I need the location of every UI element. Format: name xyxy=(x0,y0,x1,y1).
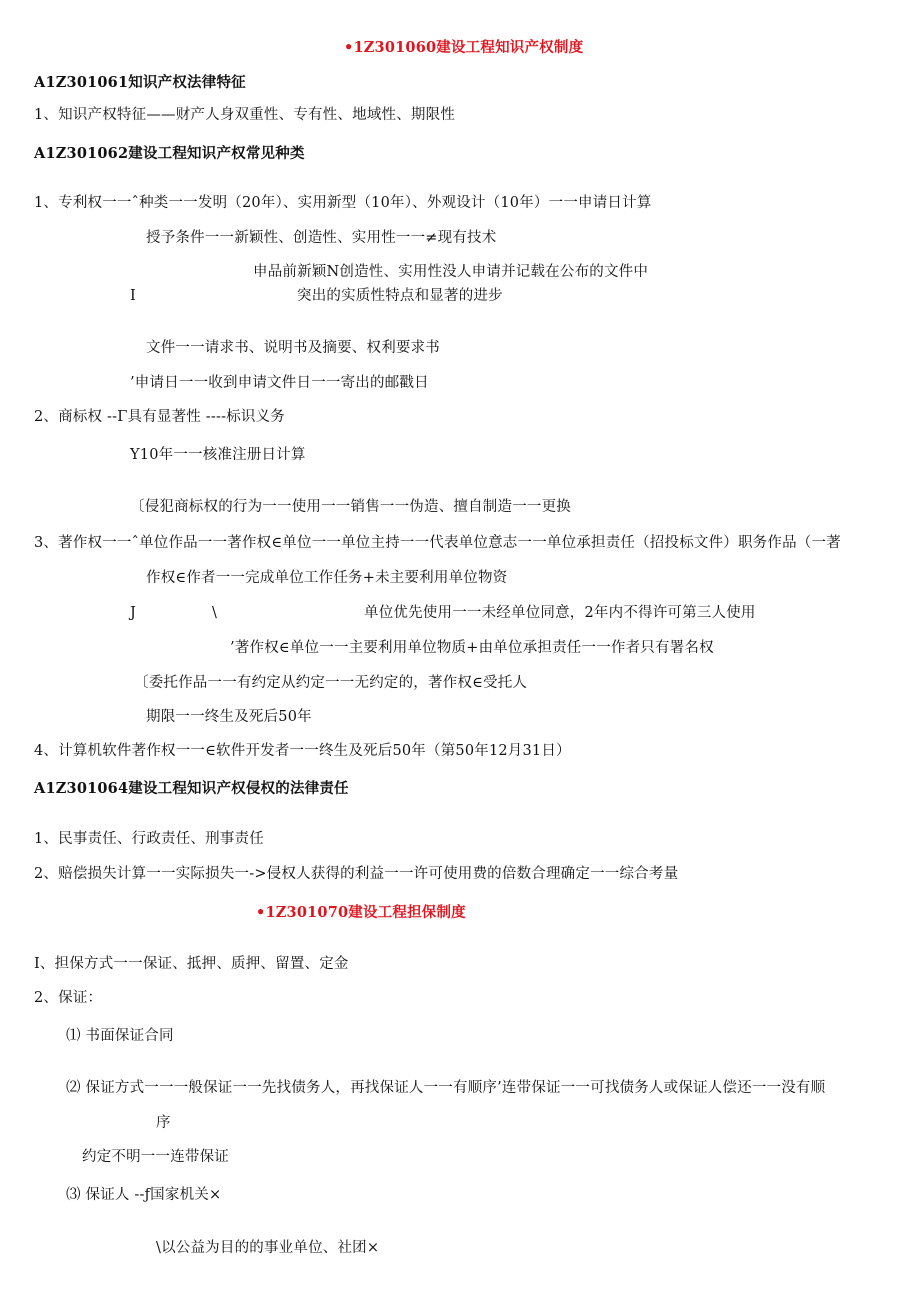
paragraph-line: 1、民事责任、行政责任、刑事责任 xyxy=(34,831,264,847)
paragraph-line: 4、计算机软件著作权一一∈软件开发者一一终生及死后50年（第50年12月31日） xyxy=(34,743,571,759)
paragraph-line: 2、商标权 --Γ具有显著性 ----标识义务 xyxy=(34,409,285,425)
bracket-mark: I xyxy=(130,288,136,304)
paragraph-line: 文件一一请求书、说明书及摘要、权利要求书 xyxy=(146,340,440,356)
chapter-title: •1Z301060建设工程知识产权制度 xyxy=(344,39,584,56)
paragraph-line: 突出的实质性特点和显著的进步 xyxy=(297,288,503,304)
paragraph-line: ’申请日一一收到申请文件日一一寄出的邮戳日 xyxy=(130,375,429,391)
paragraph-line: 1、专利权一一ˆ种类一一发明（20年）、实用新型（10年）、外观设计（10年）一一申请日计算 xyxy=(34,195,652,211)
paragraph-line: 2、赔偿损失计算一一实际损失一->侵权人获得的利益一一许可使用费的倍数合理确定一一综合考量 xyxy=(34,866,679,882)
paragraph-line: ’著作权∈单位一一主要利用单位物质+由单位承担责任一一作者只有署名权 xyxy=(230,640,714,656)
paragraph-line: 序 xyxy=(156,1115,171,1131)
paragraph-line: ⑴ 书面保证合同 xyxy=(66,1028,174,1044)
paragraph-line: ⑶ 保证人 --ƒ国家机关× xyxy=(66,1187,222,1203)
bracket-mark: \ xyxy=(212,605,218,621)
bracket-mark: J xyxy=(130,605,137,621)
paragraph-line: 〔委托作品一一有约定从约定一一无约定的，著作权∈受托人 xyxy=(134,675,528,691)
paragraph-line: 单位优先使用一一未经单位同意，2年内不得许可第三人使用 xyxy=(364,605,756,621)
paragraph-line: \以公益为目的的事业单位、社团× xyxy=(156,1240,380,1256)
paragraph-line: ⑵ 保证方式一一一般保证一一先找债务人，再找保证人一一有顺序’连带保证一一可找债务人或保证人偿还一一没有顺 xyxy=(66,1080,826,1096)
paragraph-line: I、担保方式一一保证、抵押、质押、留置、定金 xyxy=(34,956,349,972)
paragraph-line: 〔侵犯商标权的行为一一使用一一销售一一伪造、擅自制造一一更换 xyxy=(130,499,571,515)
paragraph-line: 期限一一终生及死后50年 xyxy=(146,709,312,725)
paragraph-line: 约定不明一一连带保证 xyxy=(82,1149,229,1165)
paragraph-line: Y10年一一核准注册日计算 xyxy=(130,447,306,463)
section-heading: A1Z301062建设工程知识产权常见种类 xyxy=(34,145,305,162)
section-heading: A1Z301064建设工程知识产权侵权的法律责任 xyxy=(34,780,349,797)
paragraph-line: 2、保证： xyxy=(34,990,103,1006)
paragraph-line: 3、著作权一一ˆ单位作品一一著作权∈单位一一单位主持一一代表单位意志一一单位承担责任（招投标文件）职务作品（一著 xyxy=(34,535,841,551)
section-heading: A1Z301061知识产权法律特征 xyxy=(34,74,246,91)
paragraph-line: 申品前新颖N创造性、实用性没人申请并记载在公布的文件中 xyxy=(253,264,649,280)
paragraph-line: 授予条件一一新颖性、创造性、实用性一一≠现有技术 xyxy=(146,230,497,246)
paragraph-line: 作权∈作者一一完成单位工作任务+未主要利用单位物资 xyxy=(146,570,508,586)
chapter-title: •1Z301070建设工程担保制度 xyxy=(256,904,466,921)
paragraph-line: 1、知识产权特征——财产人身双重性、专有性、地域性、期限性 xyxy=(34,107,456,123)
